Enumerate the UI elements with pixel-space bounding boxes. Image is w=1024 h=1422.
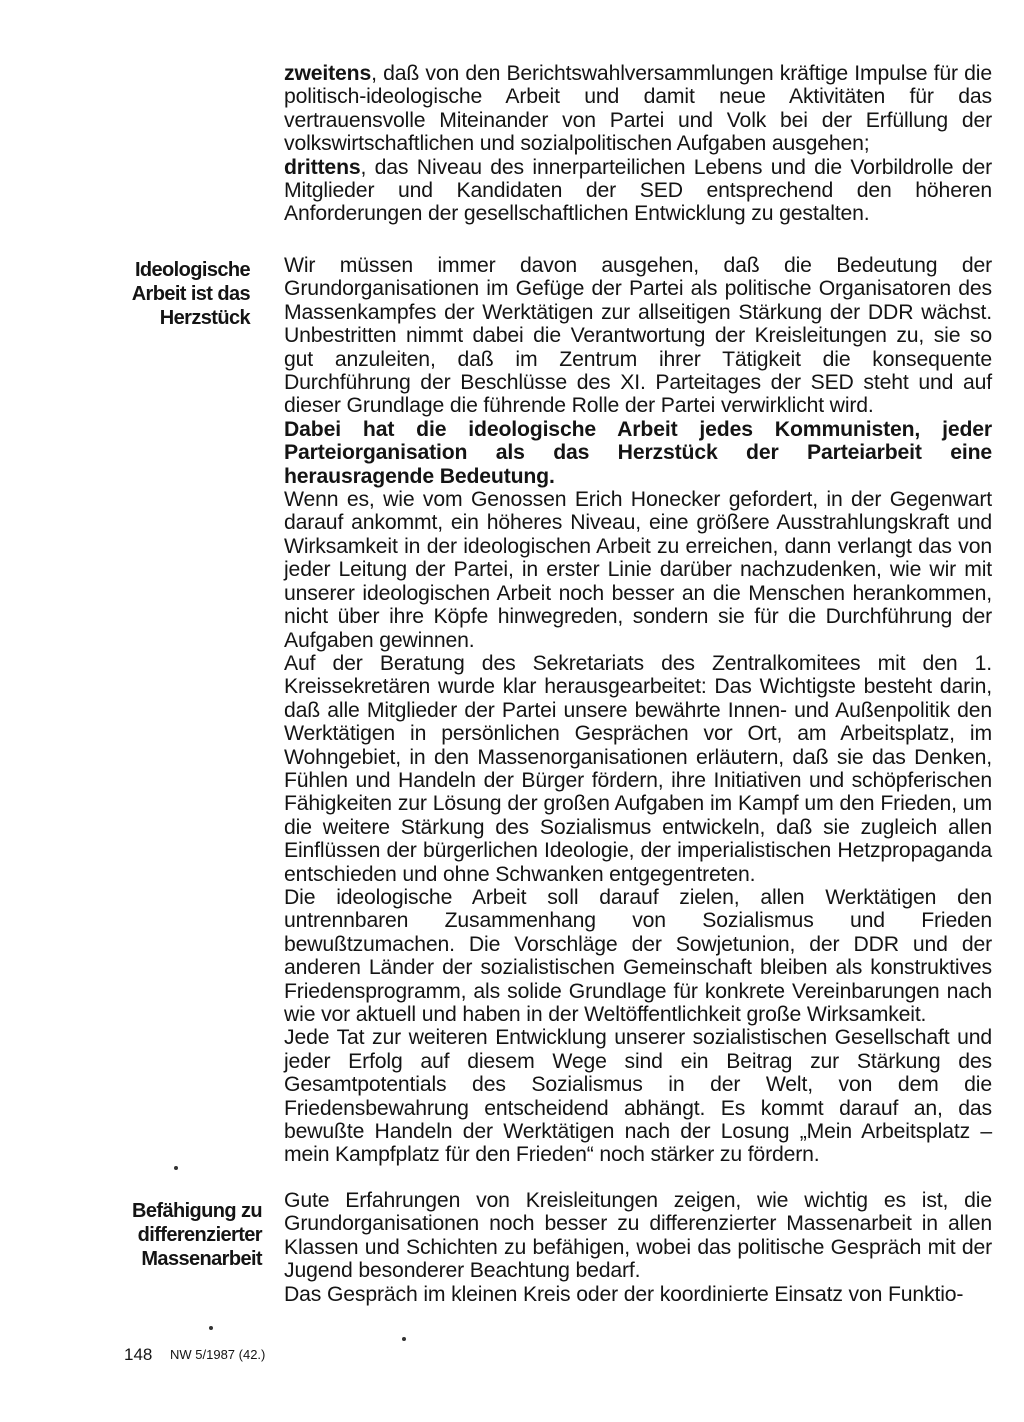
margin-heading-line: Herzstück (159, 307, 250, 329)
text-zweitens: , daß von den Berichtswahlversammlungen kräftige Impulse für die politisch-ideologische Arbeit und damit neue Aktivitäten für das vertrauensvolle Miteinander von Partei und Volk bei der Erfüllung der volkswirtschaftlichen und sozialpolitischen Aufgaben ausgehen; (284, 62, 992, 156)
scan-speck (209, 1326, 213, 1330)
bold-paragraph (284, 418, 992, 488)
paragraph: Das Gespräch im kleinen Kreis oder der koordinierte Einsatz von Funktio- (284, 1282, 964, 1306)
text-drittens: , das Niveau des innerparteilichen Lebens und die Vorbildrolle der Mitglieder und Kandidaten der SED entsprechend den höheren Anforderungen der gesellschaftlichen Entwicklung zu gestalten. (284, 155, 992, 226)
margin-heading-line: Arbeit ist das (131, 283, 250, 305)
paragraph: Jede Tat zur weiteren Entwicklung unserer sozialistischen Gesellschaft und jeder Erfolg auf diesem Wege sind ein Beitrag zur Stärkung des Gesamtpotentials des Sozialismus in der Welt, von dem die Friedensbewahrung entscheidend abhängt. Es kommt darauf an, das bewußte Handeln der Werktätigen nach der Losung „Mein Arbeitsplatz – mein Kampfplatz für den Frieden“ noch stärker zu fördern. (284, 1026, 992, 1167)
margin-heading-line: Massenarbeit (141, 1248, 262, 1270)
massenarbeit-section (284, 1189, 992, 1306)
source-reference: NW 5/1987 (42.) (170, 1347, 266, 1362)
margin-heading-massenarbeit (110, 1199, 262, 1271)
paragraph-drittens (284, 156, 992, 226)
margin-heading-line: Befähigung zu (132, 1200, 262, 1222)
scan-speck (402, 1337, 406, 1341)
bold-statement: Dabei hat die ideologische Arbeit jedes Kommunisten, jeder Parteiorganisation als das Herzstück der Parteiarbeit eine herausragende Bedeutung. (284, 417, 992, 488)
paragraph-zweitens (284, 62, 992, 156)
ideologische-arbeit-section (284, 254, 992, 1167)
paragraph: Die ideologische Arbeit soll darauf zielen, allen Werktätigen den untrennbaren Zusammenhang von Sozialismus und Frieden bewußtzumachen. Die Vorschläge der Sowjetunion, der DDR und der anderen Länder der sozialistischen Gemeinschaft bleiben als konstruktives Friedensprogramm, als solide Grundlage für konkrete Vereinbarungen nach wie vor aktuell und haben in der Weltöffentlichkeit große Wirksamkeit. (284, 885, 992, 1026)
paragraph: Auf der Beratung des Sekretariats des Zentralkomitees mit den 1. Kreissekretären wurde klar herausgearbeitet: Das Wichtigste besteht darin, daß alle Mitglieder der Partei unsere bewährte Innen- und Außenpolitik den Werktätigen in persönlichen Gesprächen vor Ort, am Arbeitsplatz, im Wohngebiet, in den Massenorganisationen erläutern, daß sie das Denken, Fühlen und Handeln der Bürger fördern, ihre Initiativen und schöpferischen Fähigkeiten zur Lösung der großen Aufgaben im Kampf um den Frieden, um die weitere Stärkung des Sozialismus entwickeln, daß sie zugleich allen Einflüssen der bürgerlichen Ideologie, der imperialistischen Hetzpropaganda entschieden und ohne Schwanken entgegentreten. (284, 651, 992, 886)
margin-heading-line: differenzierter (137, 1224, 262, 1246)
intro-block (284, 62, 992, 226)
lead-drittens: drittens (284, 155, 361, 179)
paragraph: Wir müssen immer davon ausgehen, daß die Bedeutung der Grundorganisationen im Gefüge der Partei als politische Organisatoren des Massenkampfes der Werktätigen zur allseitigen Stärkung der DDR wächst. Unbestritten nimmt dabei die Verantwortung der Kreisleitungen zu, sie so gut anzuleiten, daß im Zentrum ihrer Tätigkeit die konsequente Durchführung der Beschlüsse des XI. Parteitages der SED steht und auf dieser Grundlage die führende Rolle der Partei verwirklicht wird. (284, 254, 992, 418)
scan-speck (174, 1166, 178, 1170)
page-number: 148 (124, 1345, 153, 1364)
lead-zweitens: zweitens (284, 62, 372, 85)
paragraph: Wenn es, wie vom Genossen Erich Honecker gefordert, in der Gegenwart darauf ankommt, ein höheres Niveau, eine größere Ausstrahlungskraft und Wirksamkeit in der ideologischen Arbeit zu erreichen, dann verlangt das von jeder Leitung der Partei, in erster Linie darüber nachzudenken, wie wir mit unserer ideologischen Arbeit noch besser an die Menschen herankommen, nicht über ihre Köpfe hinwegreden, sondern sie für die Durchführung der Aufgaben gewinnen. (284, 488, 992, 652)
margin-heading-line: Ideologische (134, 259, 250, 281)
margin-heading-ideologische-arbeit (98, 258, 250, 330)
paragraph: Gute Erfahrungen von Kreisleitungen zeigen, wie wichtig es ist, die Grundorganisationen noch besser zu differenzierter Massenarbeit in allen Klassen und Schichten zu befähigen, wobei das politische Gespräch mit der Jugend besonderer Beachtung bedarf. (284, 1189, 992, 1283)
